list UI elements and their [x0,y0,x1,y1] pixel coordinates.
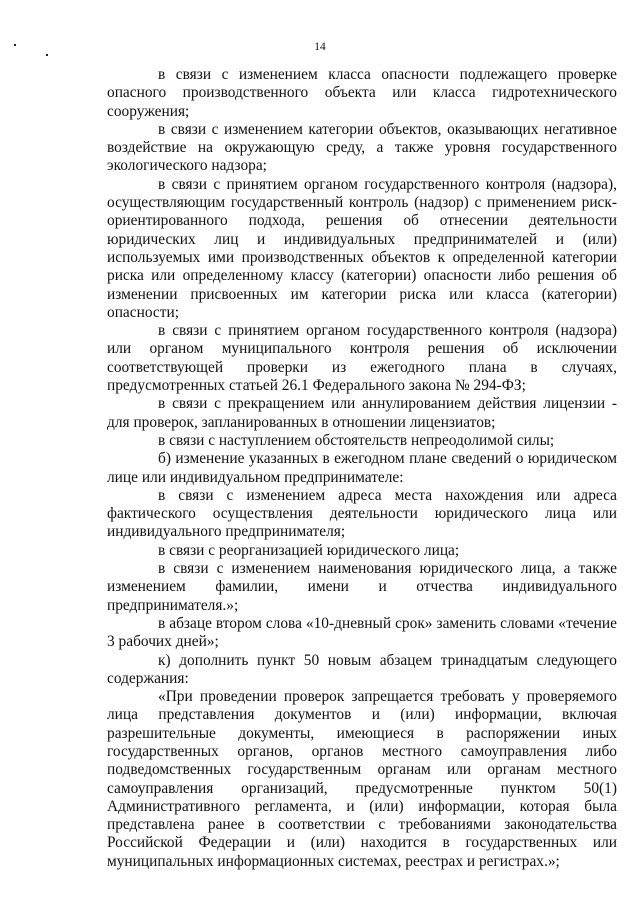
paragraph: «При проведении проверок запрещается требовать у проверяемого лица представления документов и (или) информации, включая разрешительные документы, имеющиеся в распоряжении иных государственных органов, органов местного самоуправления либо подведомственных государственным органам или органам местного самоуправления организаций, предусмотренные пунктом 50(1) Административного регламента, и (или) информации, которая была представлена ранее в соответствии с требованиями законодательства Российской Федерации и (или) находится в государственных или муниципальных информационных системах, реестрах и регистрах.»; [107,688,617,870]
paragraph: в связи с принятием органом государственного контроля (надзора), осуществляющим государственный контроль (надзор) с применением риск-ориентированного подхода, решения об отнесении деятельности юридических лиц и индивидуальных предпринимателей и (или) используемых ими производственных объектов к определенной категории риска или определенному классу (категории) опасности либо решения об изменении присвоенных им категории риска или класса (категории) опасности; [107,175,617,321]
paragraph: в абзаце втором слова «10-дневный срок» заменить словами «течение 3 рабочих дней»; [107,614,617,651]
paragraph: в связи с изменением адреса места нахождения или адреса фактического осуществления деятельности юридического лица или индивидуального предпринимателя; [107,486,617,541]
paragraph: в связи с наступлением обстоятельств непреодолимой силы; [158,431,555,449]
document-body [107,66,617,871]
paragraph: в связи с изменением наименования юридического лица, а также изменением фамилии, имени и отчества индивидуального предпринимателя.»; [107,560,617,614]
paragraph: в связи с принятием органом государственного контроля (надзора) или органом муниципального контроля решения об исключении соответствующей проверки из ежегодного плана в случаях, предусмотренных статьей 26.1 Федерального закона № 294-ФЗ; [107,322,617,395]
paragraph: в связи с изменением класса опасности подлежащего проверке опасного производственного объекта или класса гидротехнического сооружения; [107,66,617,120]
paragraph: в связи с изменением категории объектов, оказывающих негативное воздействие на окружающую среду, а также уровня государственного экологического надзора; [107,120,617,175]
paragraph: в связи с прекращением или аннулированием действия лицензии - для проверок, запланированных в отношении лицензиатов; [107,395,617,431]
paragraph: б) изменение указанных в ежегодном плане сведений о юридическом лице или индивидуальном предпринимателе: [107,450,617,486]
page-number: 14 [314,41,326,53]
paragraph: в связи с реорганизацией юридического лица; [158,541,460,559]
scan-speck [46,54,48,56]
paragraph: к) дополнить пункт 50 новым абзацем тринадцатым следующего содержания: [107,651,617,687]
